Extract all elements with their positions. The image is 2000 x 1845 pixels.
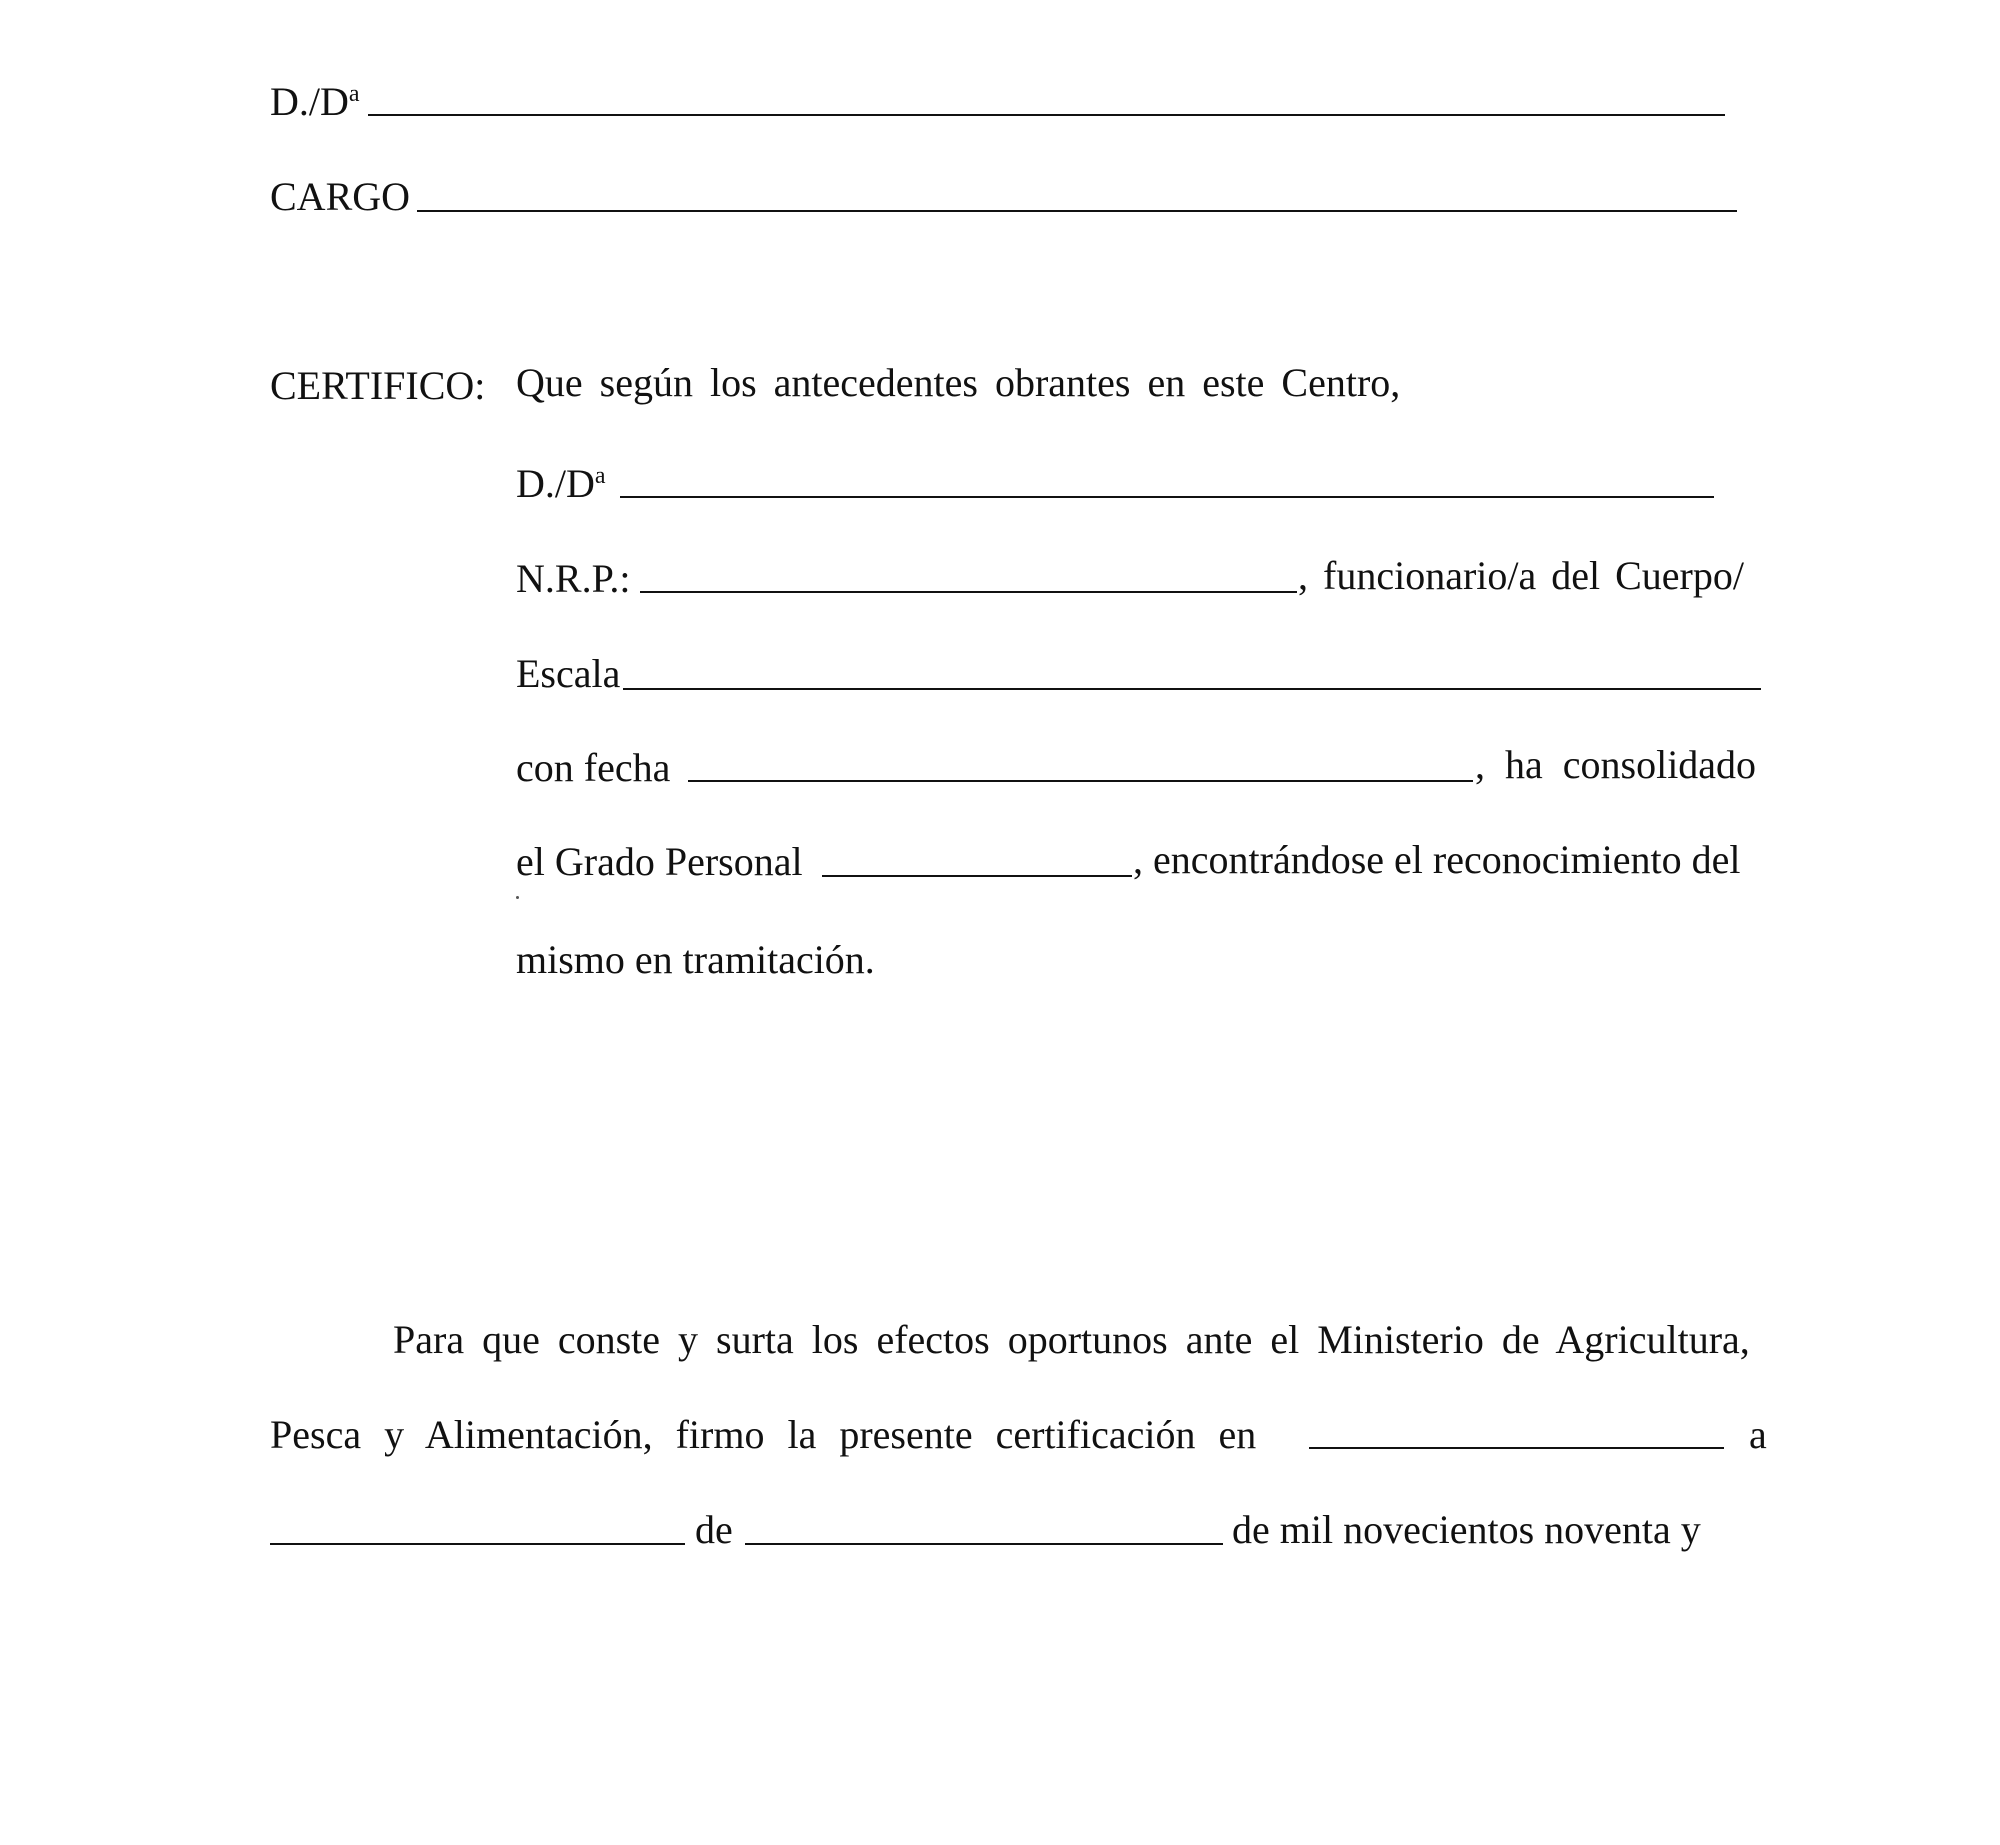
day-field[interactable] <box>270 1543 685 1545</box>
grado-field[interactable] <box>822 875 1132 877</box>
fecha-suffix: , ha consolidado <box>1475 742 1757 787</box>
interested-name-field[interactable] <box>620 496 1714 498</box>
fecha-label: con fecha <box>516 745 671 790</box>
header-name-label-sup: a <box>348 81 360 107</box>
escala-field[interactable] <box>623 688 1761 690</box>
nrp-field[interactable] <box>640 591 1297 593</box>
footer-line1: Para que conste y surta los efectos oportunos ante el Ministerio de Agricultura, <box>393 1317 1750 1362</box>
grado-label: el Grado Personal <box>516 839 803 884</box>
closing-text: mismo en tramitación. <box>516 937 875 982</box>
header-name-label-text: D./D <box>270 79 349 124</box>
footer-line3-de: de <box>695 1507 733 1552</box>
cargo-field[interactable] <box>417 210 1737 212</box>
nrp-suffix: , funcionario/a del Cuerpo/ <box>1298 553 1744 598</box>
cargo-label: CARGO <box>270 174 411 219</box>
interested-name-label-sup: a <box>594 463 606 489</box>
certifico-label: CERTIFICO: <box>270 363 486 408</box>
certifico-intro: Que según los antecedentes obrantes en este Centro, <box>516 360 1401 405</box>
footer-line2-a: a <box>1749 1412 1767 1457</box>
fecha-field[interactable] <box>688 780 1473 782</box>
place-field[interactable] <box>1309 1447 1724 1449</box>
grado-suffix: , encontrándose el reconocimiento del <box>1133 837 1741 882</box>
header-name-field[interactable] <box>368 114 1725 116</box>
interested-name-label <box>516 461 606 506</box>
interested-name-label-text: D./D <box>516 461 595 506</box>
month-field[interactable] <box>745 1543 1223 1545</box>
nrp-label: N.R.P.: <box>516 556 631 601</box>
speck <box>516 896 519 899</box>
footer-line2-text: Pesca y Alimentación, firmo la presente certificación en <box>270 1412 1257 1457</box>
footer-line3-suffix: de mil novecientos noventa y <box>1232 1507 1701 1552</box>
header-name-label <box>270 79 360 124</box>
escala-label: Escala <box>516 651 621 696</box>
